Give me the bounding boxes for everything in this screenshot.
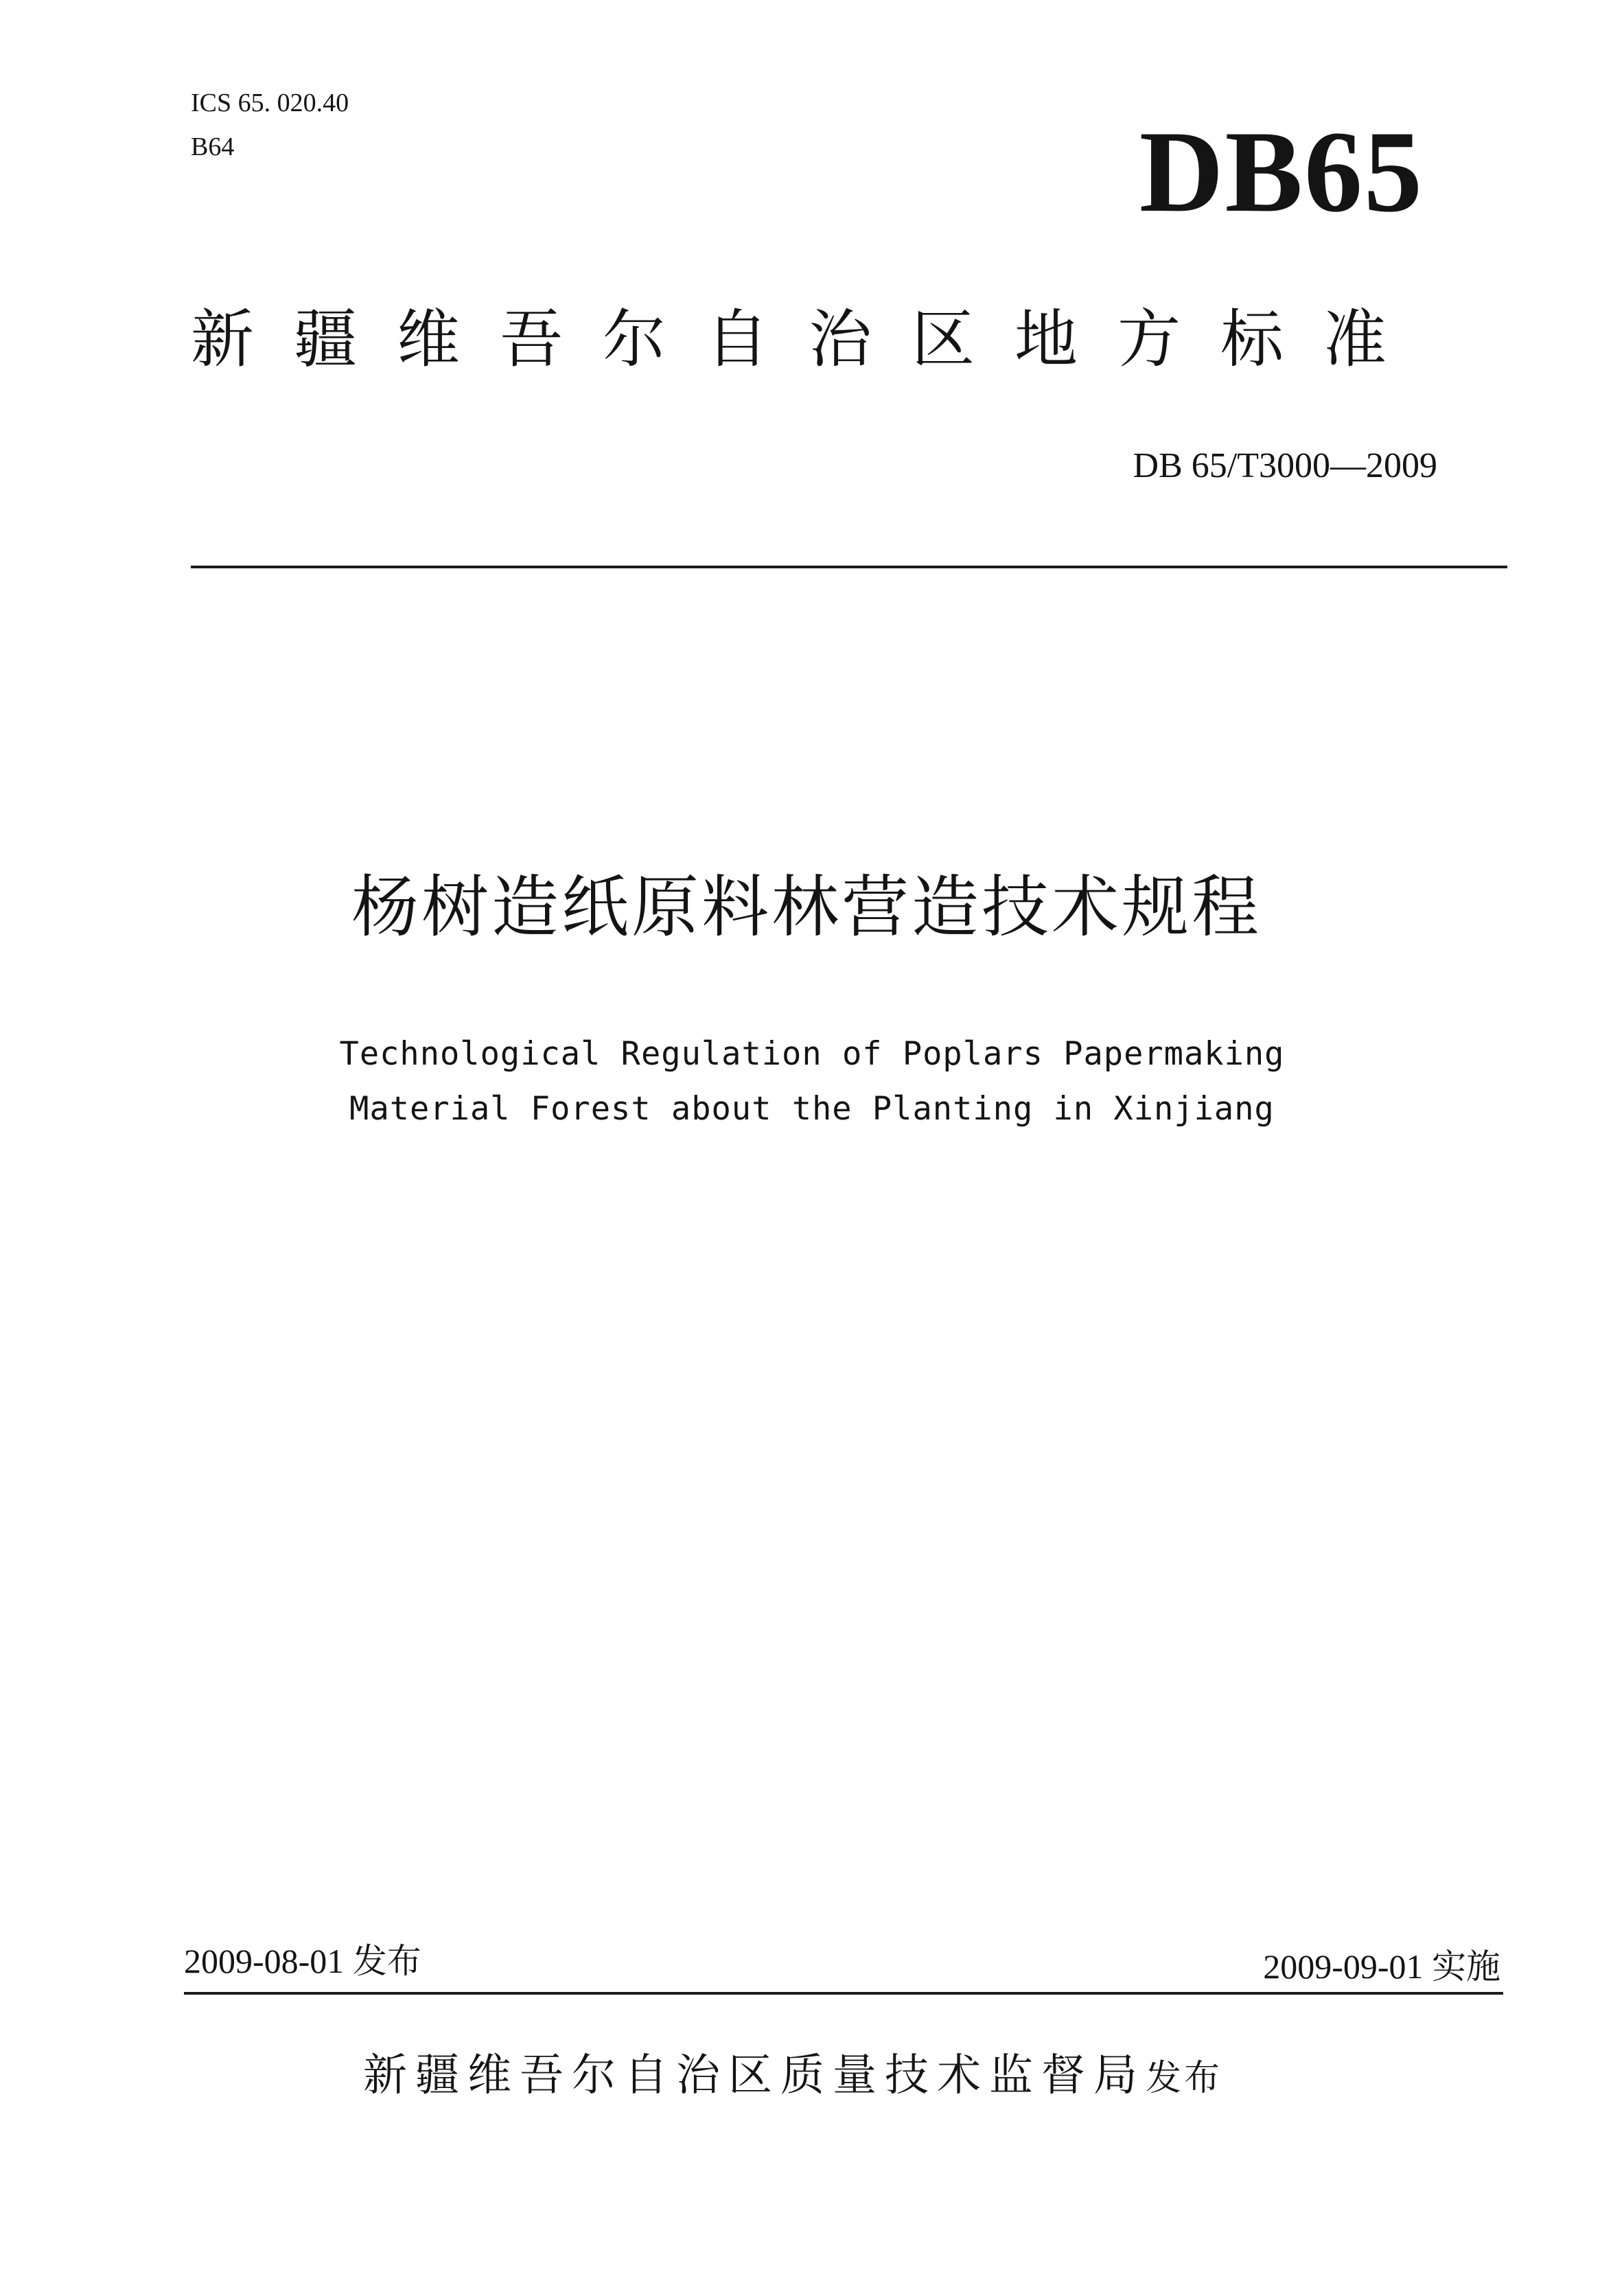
header-divider xyxy=(191,566,1507,568)
ccs-code: B64 xyxy=(191,132,235,161)
document-title-english-line2: Material Forest about the Planting in Xinjiang xyxy=(349,1090,1275,1128)
standard-mark: DB65 xyxy=(1139,107,1424,236)
footer-divider xyxy=(184,1992,1503,1995)
ics-code: ICS 65. 020.40 xyxy=(191,89,349,117)
standard-kind-heading: 新疆维吾尔自治区地方标准 xyxy=(191,303,1427,376)
issue-date: 2009-08-01 发布 xyxy=(184,1942,421,1980)
document-title-chinese: 杨树造纸原料林营造技术规程 xyxy=(351,868,1262,947)
publisher-suffix: 发布 xyxy=(1145,2058,1222,2099)
publisher-name: 新疆维吾尔自治区质量技术监督局 xyxy=(362,2050,1146,2101)
implementation-date: 2009-09-01 实施 xyxy=(1263,1947,1500,1986)
document-title-english-line1: Technological Regulation of Poplars Papermaking xyxy=(339,1035,1285,1073)
standard-number: DB 65/T3000—2009 xyxy=(1133,446,1437,485)
publisher-line xyxy=(0,2048,1605,2106)
